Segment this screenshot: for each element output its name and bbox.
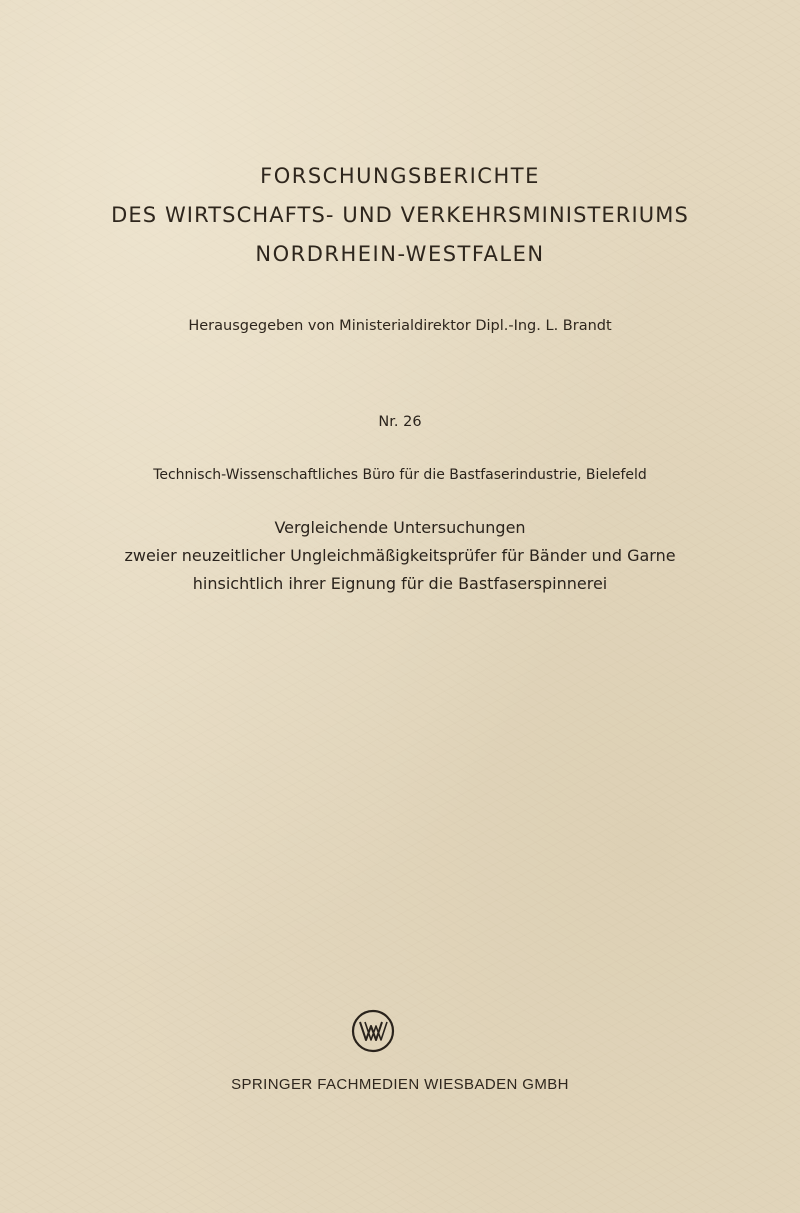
editor-line: Herausgegeben von Ministerialdirektor Dipl.-Ing. L. Brandt xyxy=(188,318,612,334)
book-title-line-2: zweier neuzeitlicher Ungleichmäßigkeitsprüfer für Bänder und Garne xyxy=(124,546,676,565)
volume-number: Nr. 26 xyxy=(378,414,422,430)
book-title-line-1: Vergleichende Untersuchungen xyxy=(274,518,526,537)
publisher-logo-icon xyxy=(351,1009,395,1053)
series-title-line-3: NORDRHEIN-WESTFALEN xyxy=(255,242,545,266)
book-title-line-3: hinsichtlich ihrer Eignung für die Bastfaserspinnerei xyxy=(192,574,608,593)
series-title-line-1: FORSCHUNGSBERICHTE xyxy=(260,164,540,188)
series-title-line-2: DES WIRTSCHAFTS- UND VERKEHRSMINISTERIUMS xyxy=(111,203,689,227)
author-institution: Technisch-Wissenschaftliches Büro für die Bastfaserindustrie, Bielefeld xyxy=(153,467,647,483)
publisher-name: SPRINGER FACHMEDIEN WIESBADEN GMBH xyxy=(231,1076,569,1093)
